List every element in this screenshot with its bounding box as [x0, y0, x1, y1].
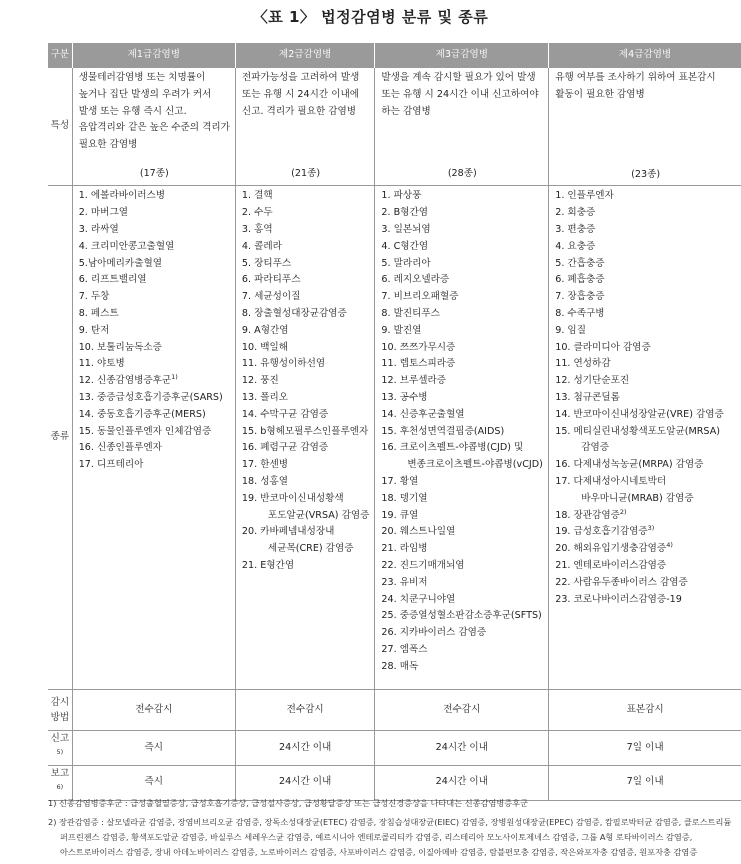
disease-item: 10. 클라미디아 감염증 [555, 341, 651, 353]
report-row [48, 731, 741, 766]
disease-item: 13. 중증급성호흡기증후군(SARS) [78, 391, 223, 403]
disease-item: 24. 치쿤구니야열 [381, 593, 456, 605]
footnote-2-cont: 아스트로바이러스 감염증, 장내 아데노바이러스 감염증, 노로바이러스 감염증, 사포바이러스 감염증, 이질아메바 감염증, 람블편모충 감염증, 작은와포자충 감염증, 원포자충 감염증 [60, 847, 698, 857]
footnote-1: 1) 신종감염병증후군 : 급성출혈열증상, 급성호흡기증상, 급성설사증상, 급성황달증상 또는 급성신경증상을 나타내는 신종감염병증후군 [48, 798, 528, 808]
disease-item: 19. 급성호흡기감염증$^{3)}$ [555, 524, 655, 538]
feature-line: 발생을 계속 감시할 필요가 있어 발생 [381, 72, 536, 83]
disease-item: 28. 매독 [381, 660, 419, 672]
notify-class3: 24시간 이내 [375, 765, 549, 800]
types-class2 [235, 186, 374, 690]
disease-item: 17. 한센병 [241, 459, 289, 471]
disease-item: 27. 엠폭스 [381, 643, 428, 655]
disease-item: 11. 연성하감 [555, 358, 611, 370]
disease-item: 13. 첨규콘딜롬 [555, 391, 620, 403]
disease-item: 변종크로이츠펠트-야콥병(vCJD) [407, 459, 543, 471]
disease-item: 12. 풍진 [241, 375, 279, 387]
disease-item: 13. 공수병 [381, 391, 428, 403]
disease-count: (17종) [139, 167, 169, 179]
types-class1 [72, 186, 235, 690]
disease-item: 6. 폐흡충증 [555, 274, 605, 286]
disease-item: 22. 사람유두종바이러스 감염증 [555, 576, 688, 588]
features-class3 [375, 68, 549, 186]
header-class1: 제1급감염병 [72, 43, 235, 68]
footnotes [48, 796, 738, 860]
disease-item: 15. 메티실린내성황색포도알균(MRSA) [555, 425, 720, 437]
disease-item: 12. 성기단순포진 [555, 375, 630, 387]
table-title: 〈표 1〉 법정감염병 분류 및 종류 [252, 8, 489, 26]
disease-item: 21. 엔테로바이러스감염증 [555, 559, 667, 571]
disease-item: 1. 파상풍 [381, 190, 422, 202]
disease-item: 1. 인플루엔자 [555, 190, 614, 202]
report-class2: 24시간 이내 [235, 731, 374, 766]
report-class1: 즉시 [72, 731, 235, 766]
disease-item: 1. 에볼라바이러스병 [78, 190, 166, 202]
notify-row [48, 765, 741, 800]
disease-item: 5. 말라리아 [381, 257, 431, 269]
disease-item: 18. 성홍열 [241, 475, 289, 487]
footnote-marker: 2) [619, 507, 627, 516]
infectious-disease-table [48, 43, 741, 801]
disease-item: 21. E형간염 [241, 559, 295, 571]
class1-disease-list [79, 188, 230, 474]
surveillance-class1: 전수감시 [72, 690, 235, 731]
disease-item: 16. 폐렴구균 감염증 [241, 442, 329, 454]
disease-item: 23. 유비저 [381, 576, 428, 588]
disease-item: 세균목(CRE) 감염증 [267, 543, 354, 555]
disease-item: 9. 발진열 [381, 324, 422, 336]
features-class2 [235, 68, 374, 186]
feature-line: 필요한 감염병 [78, 139, 138, 151]
report-label: 신고$^{5)}$ [48, 731, 72, 766]
disease-item: 바우마니균(MRAB) 감염증 [581, 492, 694, 504]
notify-class1: 즉시 [72, 765, 235, 800]
disease-item: 3. 홍역 [241, 223, 273, 235]
disease-item: 8. 발진티푸스 [381, 307, 440, 319]
disease-item: 17. 다제내성아시네토박터 [555, 475, 667, 487]
disease-item: 25. 중증열성혈소판감소증후군(SFTS) [381, 610, 542, 622]
disease-item: 15. 동물인플루엔자 인체감염증 [78, 425, 212, 437]
class4-disease-list [555, 188, 736, 608]
disease-item: 18. 뎅기열 [381, 492, 428, 504]
disease-item: 16. 크로이츠펠트-야콥병(CJD) 및 [381, 442, 524, 454]
disease-item: 4. 콜레라 [241, 240, 282, 252]
disease-item: 16. 다제내성녹농균(MRPA) 감염증 [555, 459, 704, 471]
disease-count: (28종) [447, 168, 477, 180]
feature-line: 또는 유행 시 24시간 이내에 [241, 88, 360, 100]
report-class4: 7일 이내 [549, 731, 741, 766]
disease-item: 11. 유행성이하선염 [241, 358, 326, 370]
surveillance-class2: 전수감시 [235, 690, 374, 731]
disease-item: 18. 장관감염증$^{2)}$ [555, 507, 627, 521]
disease-item: 14. 신증후군출혈열 [381, 408, 465, 420]
disease-item: 10. 백일해 [241, 341, 289, 353]
disease-item: 11. 렙토스피라증 [381, 358, 456, 370]
disease-item: 5.남아메리카출혈열 [78, 257, 162, 269]
disease-item: 19. 큐열 [381, 509, 419, 521]
disease-item: 16. 신종인플루엔자 [78, 442, 162, 454]
disease-item: 10. 쯔쯔가무시증 [381, 341, 456, 353]
feature-line: 발생 또는 유행 즉시 신고. [78, 105, 187, 117]
feature-line: 음압격리와 같은 높은 수준의 격리가 [78, 122, 230, 134]
disease-item: 4. 요충증 [555, 240, 596, 252]
disease-item: 2. 마버그열 [78, 207, 128, 219]
types-class4 [549, 186, 741, 690]
header-row [48, 43, 741, 68]
disease-item: 6. 리프트밸리열 [78, 274, 147, 286]
surveillance-class4: 표본감시 [549, 690, 741, 731]
disease-count: (23종) [631, 168, 661, 180]
disease-item: 14. 중동호흡기증후군(MERS) [78, 408, 206, 420]
feature-line: 하는 감염병 [381, 105, 431, 117]
disease-item: 3. 라싸열 [78, 223, 119, 235]
disease-item: 14. 반코마이신내성장알균(VRE) 감염증 [555, 408, 724, 420]
disease-item: 7. 장흡충증 [555, 291, 605, 303]
feature-line: 활동이 필요한 감염병 [555, 88, 645, 100]
disease-item: 5. 간흡충증 [555, 257, 605, 269]
footnote-marker: 5) [56, 748, 64, 756]
header-class4: 제4급감염병 [549, 43, 741, 68]
disease-item: 4. C형간염 [381, 240, 429, 252]
disease-item: 17. 디프테리아 [78, 459, 144, 471]
footnote-marker: 6) [56, 782, 64, 791]
disease-item: 9. A형간염 [241, 324, 289, 336]
disease-item: 15. 후천성면역결핍증(AIDS) [381, 425, 505, 437]
class3-disease-list [381, 188, 543, 675]
surveillance-row [48, 690, 741, 731]
disease-item: 19. 반코마이신내성황색 [241, 492, 344, 504]
footnote-marker: 3) [647, 524, 655, 533]
surveillance-label [48, 690, 72, 731]
disease-item: 포도알균(VRSA) 감염증 [267, 509, 370, 521]
disease-item: 2. 회충증 [555, 207, 596, 219]
disease-item: 8. 수족구병 [555, 307, 605, 319]
report-class3: 24시간 이내 [375, 731, 549, 766]
disease-item: 2. B형간염 [381, 207, 428, 219]
disease-item: 14. 수막구균 감염증 [241, 408, 329, 420]
types-label: 종류 [48, 186, 72, 690]
header-category: 구분 [48, 43, 72, 68]
disease-item: 12. 신종감염병증후군$^{1)}$ [78, 373, 178, 387]
header-class3: 제3급감염병 [375, 43, 549, 68]
class2-disease-list [242, 188, 369, 574]
footnote-2: 2) 장관감염증 : 살모넬라균 감염증, 장염비브리오균 감염증, 장독소성대장균(ETEC) 감염증, 장침습성대장균(EIEC) 감염증, 장병원성대장균(EPEC) 감염증, 캄필로박터균 감염증, 클로스트리듐 [48, 817, 732, 827]
footnote-marker: 1) [171, 373, 178, 381]
disease-item: 5. 장티푸스 [241, 257, 292, 269]
disease-item: 23. 코로나바이러스감염증-19 [555, 593, 682, 605]
feature-line: 또는 유행 시 24시간 이내 신고하여야 [381, 88, 539, 100]
footnote-2-cont: 퍼프린젠스 감염증, 황색포도알균 감염증, 바실루스 세레우스균 감염증, 예르시니아 엔테로콜리티카 감염증, 리스테리아 모노사이토제네스 감염증, 그룹 A형 로타바이러스 감염증, [60, 832, 693, 842]
disease-item: 21. 라임병 [381, 543, 428, 555]
disease-item: 3. 일본뇌염 [381, 223, 431, 235]
disease-item: 17. 황열 [381, 475, 419, 487]
feature-line: 유행 여부를 조사하기 위하여 표본감시 [555, 72, 716, 83]
disease-item: 9. 임질 [555, 324, 586, 336]
surveillance-label-line2: 방법 [50, 712, 70, 724]
notify-class2: 24시간 이내 [235, 765, 374, 800]
features-row [48, 68, 741, 186]
disease-item: 3. 편충증 [555, 223, 596, 235]
disease-item: 12. 브루셀라증 [381, 375, 447, 387]
disease-item: 8. 페스트 [78, 307, 119, 319]
disease-item: 10. 보툴리눔독소증 [78, 341, 162, 353]
features-class4 [549, 68, 741, 186]
disease-item: 7. 두창 [78, 291, 110, 303]
feature-line: 전파가능성을 고려하여 발생 [241, 72, 360, 83]
disease-item: 2. 수두 [241, 207, 273, 219]
surveillance-label-line1: 감시 [50, 697, 70, 709]
disease-item: 9. 탄저 [78, 324, 110, 336]
features-label: 특성 [48, 68, 72, 186]
disease-item: 8. 장출혈성대장균감염증 [241, 307, 347, 319]
feature-line: 높거나 집단 발생의 우려가 커서 [78, 88, 212, 100]
disease-item: 22. 진드기매개뇌염 [381, 559, 465, 571]
disease-item: 20. 해외유입기생충감염증$^{4)}$ [555, 541, 673, 555]
disease-item: 20. 카바페넴내성장내 [241, 526, 335, 538]
feature-line: 신고. 격리가 필요한 감염병 [241, 105, 357, 117]
surveillance-class3: 전수감시 [375, 690, 549, 731]
disease-item: 1. 결핵 [241, 190, 273, 202]
notify-class4: 7일 이내 [549, 765, 741, 800]
disease-item: 7. 비브리오패혈증 [381, 291, 459, 303]
disease-item: 15. b형헤모필루스인플루엔자 [241, 425, 369, 437]
types-row [48, 186, 741, 690]
features-class1 [72, 68, 235, 186]
disease-item: 11. 야토병 [78, 358, 125, 370]
feature-line: 생물테러감염병 또는 치명률이 [78, 72, 206, 83]
disease-item: 7. 세균성이질 [241, 291, 301, 303]
disease-item: 6. 파라티푸스 [241, 274, 301, 286]
disease-count: (21종) [291, 168, 321, 180]
header-class2: 제2급감염병 [235, 43, 374, 68]
disease-item: 6. 레지오넬라증 [381, 274, 450, 286]
disease-item: 13. 폴리오 [241, 391, 289, 403]
types-class3 [375, 186, 549, 690]
footnote-marker: 4) [666, 541, 673, 549]
notify-label: 보고$^{6)}$ [48, 765, 72, 800]
disease-item: 20. 웨스트나일열 [381, 526, 456, 538]
disease-item: 감염증 [581, 442, 610, 454]
disease-item: 26. 지카바이러스 감염증 [381, 627, 487, 639]
disease-item: 4. 크리미안콩고출혈열 [78, 240, 175, 252]
